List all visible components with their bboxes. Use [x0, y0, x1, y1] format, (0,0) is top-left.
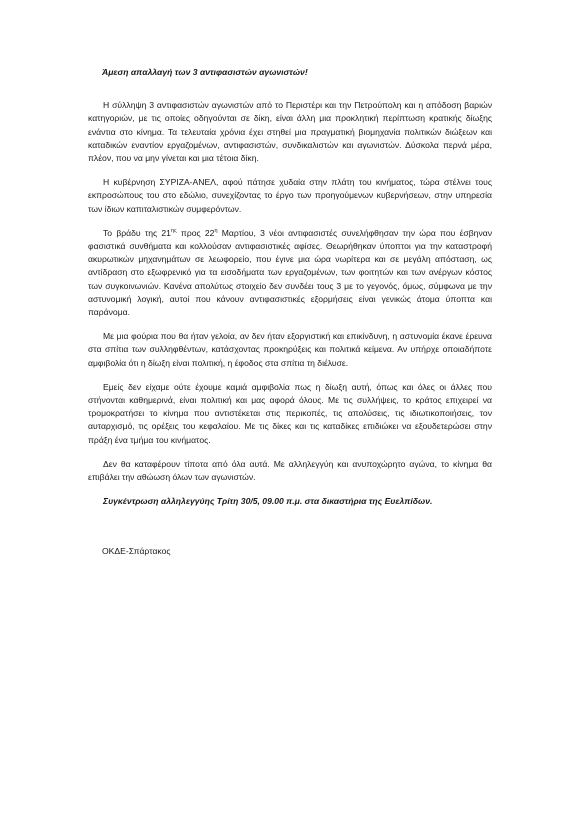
ordinal-superscript: ης: [170, 227, 177, 234]
rally-announcement: Συγκέντρωση αλληλεγγύης Τρίτη 30/5, 09.00 π.μ. στα δικαστήρια της Ευελπίδων.: [103, 496, 433, 507]
signature: ΟΚΔΕ-Σπάρτακος: [102, 546, 171, 557]
paragraph-night-arrest: [88, 227, 492, 319]
paragraph-solidarity: Δεν θα καταφέρουν τίποτα από όλα αυτά. Με αλληλεγγύη και ανυποχώρητο αγώνα, το κίνημα θα επιβάλει την αθώωση όλων των αγωνιστών.: [88, 458, 492, 483]
document-page: [88, 66, 492, 559]
ordinal-superscript: η: [214, 227, 218, 234]
paragraph-night-text-2: προς 22: [176, 227, 215, 238]
paragraph-night-text-3: Μαρτίου, 3 νέοι αντιφασιστές συνελήφθησαν την ώρα που έσβηναν φασιστικά συνθήματα και κολλούσαν αντιφασιστικές αφίσες. Θεωρήθηκαν ύποπτοι για την καταστροφή ακυρωτικών μηχανημάτων σε λεωφορείο, που έγινε μια ώρα νωρίτερα και σε μεγάλη απόσταση, ως αντίδραση στο εξωφρενικό για τα εισοδήματα των εργαζομένων, των φοιτητών και των ανέργων κόστος των συγκοινωνιών. Κανένα απολύτως στοιχείο δεν συνδέει τους 3 με το γεγονός, όμως, σύμφωνα με την αστυνομική λογική, αυτοί που κάνουν αντιφασιστικές εξορμήσεις είναι γενικώς άτομα ύποπτα και παράνομα.: [88, 227, 493, 318]
paragraph-arrest: Η σύλληψη 3 αντιφασιστών αγωνιστών από το Περιστέρι και την Πετρούπολη και η απόδοση βαριών κατηγοριών, με τις οποίες οδηγούνται σε δίκη, είναι άλλη μια προκλητική περίπτωση κρατικής δίωξης ενάντια στο κίνημα. Τα τελευταία χρόνια έχει στηθεί μια πραγματική βιομηχανία πολιτικών διώξεων και καταδικών εναντίον εργαζομένων, αντιφασιστών, συνδικαλιστών και αγωνιστών. Δύσκολα περνά μέρα, πλέον, που να μην γίνεται και μια τέτοια δίκη.: [88, 100, 492, 164]
paragraph-house-search: Με μια φούρια που θα ήταν γελοία, αν δεν ήταν εξοργιστική και επικίνδυνη, η αστυνομία έκανε έρευνα στα σπίτια των συλληφθέντων, κατάσχοντας προκηρύξεις και πολιτικά κείμενα. Αν υπήρχε οποιαδήποτε αμφιβολία ότι η δίωξη είναι πολιτική, η έφοδος στα σπίτια τη διέλυσε.: [88, 331, 492, 368]
document-title: Άμεση απαλλαγή των 3 αντιφασιστών αγωνιστών!: [102, 67, 308, 77]
paragraph-government: Η κυβέρνηση ΣΥΡΙΖΑ-ΑΝΕΛ, αφού πάτησε χυδαία στην πλάτη του κινήματος, τώρα στέλνει τους εκπροσώπους του στο εδώλιο, συνεχίζοντας το έργο των προηγούμενων κυβερνήσεων, στην υπηρεσία των ίδιων καπιταλιστικών συμφερόντων.: [88, 177, 492, 214]
paragraph-political-prosecution: Εμείς δεν είχαμε ούτε έχουμε καμιά αμφιβολία πως η δίωξη αυτή, όπως και όλες οι άλλες που στήνονται καθημερινά, είναι πολιτική και μας αφορά όλους. Με τις συλλήψεις, το κράτος επιχειρεί να τρομοκρατήσει το κίνημα που αντιστέκεται στις περικοπές, τις απολύσεις, τις ιδιωτικοποιήσεις, τον αυταρχισμό, τις ορέξεις του κεφαλαίου. Με τις δίκες και τις καταδίκες επιδιώκει να εξουδετερώσει στην πράξη ένα τμήμα του κινήματος.: [88, 381, 492, 445]
paragraph-night-text-1: Το βράδυ της 21: [103, 227, 171, 238]
